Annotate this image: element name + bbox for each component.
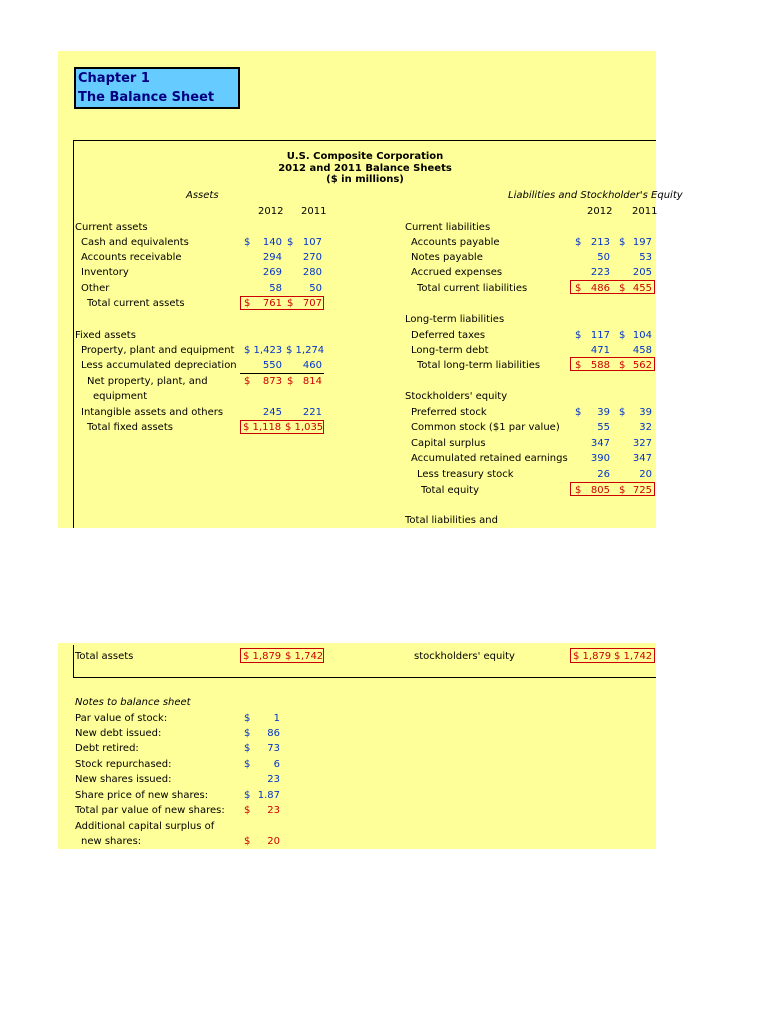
tfa-2011: $ 1,035 [285, 422, 324, 433]
ae-2011: 205 [632, 267, 652, 278]
ltd-2012: 471 [590, 345, 610, 356]
total-equity-2012: 805 [590, 485, 610, 496]
total-assets-label: Total assets [75, 651, 134, 662]
ppe-2011: $ 1,274 [286, 345, 325, 356]
inventory-2011: 280 [302, 267, 322, 278]
other-label: Other [81, 283, 110, 294]
tltl-2012: 588 [590, 360, 610, 371]
depreciation-label: Less accumulated depreciation [81, 360, 237, 371]
chapter-number: Chapter 1 [78, 71, 150, 86]
assets-year-2011: 2011 [301, 206, 327, 217]
ar-label: Accounts receivable [81, 252, 182, 263]
par-value: 1 [273, 713, 280, 724]
notes-heading: Notes to balance sheet [75, 697, 191, 708]
common-stock-2011: 32 [639, 422, 652, 433]
inventory-label: Inventory [81, 267, 129, 278]
intangible-2012: 245 [262, 407, 282, 418]
np-label: Notes payable [411, 252, 483, 263]
tcl-2012: 486 [590, 283, 610, 294]
tca-dollar-2012: $ [244, 298, 251, 309]
capital-surplus-2012: 347 [590, 438, 610, 449]
additional-surplus-label-2: new shares: [81, 836, 142, 847]
ps-dollar-2012: $ [575, 407, 582, 418]
other-2012: 58 [269, 283, 282, 294]
total-equity-label: Total equity [421, 485, 479, 496]
net-dollar-2012: $ [244, 376, 251, 387]
ap-2011: 197 [632, 237, 652, 248]
np-2012: 50 [597, 252, 610, 263]
preferred-stock-2012: 39 [597, 407, 610, 418]
treasury-stock-2012: 26 [597, 469, 610, 480]
additional-surplus-dollar: $ [244, 836, 251, 847]
intangible-label: Intangible assets and others [81, 407, 224, 418]
tcl-2011: 455 [632, 283, 652, 294]
total-equity-2011: 725 [632, 485, 652, 496]
par-value-label: Par value of stock: [75, 713, 168, 724]
retained-earnings-2011: 347 [632, 453, 652, 464]
total-par-label: Total par value of new shares: [75, 805, 225, 816]
ae-label: Accrued expenses [411, 267, 503, 278]
liab-year-2011: 2011 [632, 206, 658, 217]
share-price-label: Share price of new shares: [75, 790, 209, 801]
total-par-dollar: $ [244, 805, 251, 816]
ltd-2011: 458 [632, 345, 652, 356]
treasury-stock-label: Less treasury stock [417, 469, 514, 480]
total-liabilities-label-1: Total liabilities and [405, 515, 498, 526]
liab-year-2012: 2012 [587, 206, 613, 217]
net-ppe-label-1: Net property, plant, and [87, 376, 208, 387]
new-debt-dollar: $ [244, 728, 251, 739]
capital-surplus-label: Capital surplus [411, 438, 486, 449]
par-value-dollar: $ [244, 713, 251, 724]
new-debt: 86 [267, 728, 280, 739]
total-assets-2012: $ 1,879 [243, 651, 282, 662]
cash-2012: 140 [262, 237, 282, 248]
total-liabilities-label-2: stockholders' equity [414, 651, 515, 662]
tca-2012: 761 [262, 298, 282, 309]
additional-surplus-label-1: Additional capital surplus of [75, 821, 215, 832]
assets-year-2012: 2012 [258, 206, 284, 217]
np-2011: 53 [639, 252, 652, 263]
intangible-2011: 221 [302, 407, 322, 418]
tcl-dollar-2011: $ [619, 283, 626, 294]
ap-dollar-2012: $ [575, 237, 582, 248]
ap-label: Accounts payable [411, 237, 500, 248]
sheet-units: ($ in millions) [326, 174, 404, 185]
tfa-2012: $ 1,118 [243, 422, 282, 433]
tltl-2011: 562 [632, 360, 652, 371]
deferred-taxes-label: Deferred taxes [411, 330, 486, 341]
depreciation-2011: 460 [302, 360, 322, 371]
chapter-name: The Balance Sheet [78, 90, 215, 105]
debt-retired: 73 [267, 743, 280, 754]
cash-2011: 107 [302, 237, 322, 248]
dt-dollar-2012: $ [575, 330, 582, 341]
new-shares-label: New shares issued: [75, 774, 172, 785]
cash-dollar-2012: $ [244, 237, 251, 248]
ar-2011: 270 [302, 252, 322, 263]
ae-2012: 223 [590, 267, 610, 278]
total-liab-equity-2012: $ 1,879 [573, 651, 612, 662]
deferred-taxes-2011: 104 [632, 330, 652, 341]
te-dollar-2012: $ [575, 485, 582, 496]
company-name: U.S. Composite Corporation [286, 151, 444, 162]
ppe-2012: $ 1,423 [244, 345, 283, 356]
net-ppe-label-2: equipment [93, 391, 148, 402]
retained-earnings-label: Accumulated retained earnings [411, 453, 568, 464]
fixed-assets-heading: Fixed assets [75, 330, 136, 341]
new-debt-label: New debt issued: [75, 728, 162, 739]
deferred-taxes-2012: 117 [590, 330, 610, 341]
total-liab-equity-2011: $ 1,742 [614, 651, 653, 662]
total-current-assets-label: Total current assets [87, 298, 185, 309]
stock-repurchased: 6 [273, 759, 280, 770]
current-assets-heading: Current assets [75, 222, 148, 233]
net-ppe-2011: 814 [302, 376, 322, 387]
total-assets-2011: $ 1,742 [285, 651, 324, 662]
assets-heading: Assets [186, 190, 219, 201]
ap-dollar-2011: $ [619, 237, 626, 248]
te-dollar-2011: $ [619, 485, 626, 496]
inventory-2012: 269 [262, 267, 282, 278]
long-term-liabilities-heading: Long-term liabilities [405, 314, 505, 325]
debt-retired-dollar: $ [244, 743, 251, 754]
tltl-dollar-2011: $ [619, 360, 626, 371]
liabilities-heading: Liabilities and Stockholder's Equity [508, 190, 683, 201]
preferred-stock-2011: 39 [639, 407, 652, 418]
stock-repurchased-label: Stock repurchased: [75, 759, 172, 770]
common-stock-2012: 55 [597, 422, 610, 433]
current-liabilities-heading: Current liabilities [405, 222, 491, 233]
total-fixed-assets-label: Total fixed assets [87, 422, 173, 433]
ps-dollar-2011: $ [619, 407, 626, 418]
underline [240, 373, 324, 374]
stockholders-equity-heading: Stockholders' equity [405, 391, 508, 402]
sheet-subtitle: 2012 and 2011 Balance Sheets [278, 163, 452, 174]
net-dollar-2011: $ [287, 376, 294, 387]
new-shares: 23 [267, 774, 280, 785]
tcl-dollar-2012: $ [575, 283, 582, 294]
totals-frame [73, 645, 656, 678]
ltd-label: Long-term debt [411, 345, 489, 356]
treasury-stock-2011: 20 [639, 469, 652, 480]
ap-2012: 213 [590, 237, 610, 248]
capital-surplus-2011: 327 [632, 438, 652, 449]
tca-dollar-2011: $ [287, 298, 294, 309]
retained-earnings-2012: 390 [590, 453, 610, 464]
cash-label: Cash and equivalents [81, 237, 189, 248]
ar-2012: 294 [262, 252, 282, 263]
share-price: 1.87 [257, 790, 280, 801]
depreciation-2012: 550 [262, 360, 282, 371]
common-stock-label: Common stock ($1 par value) [411, 422, 560, 433]
ppe-label: Property, plant and equipment [81, 345, 235, 356]
debt-retired-label: Debt retired: [75, 743, 139, 754]
total-par: 23 [267, 805, 280, 816]
cash-dollar-2011: $ [287, 237, 294, 248]
total-current-liabilities-label: Total current liabilities [417, 283, 528, 294]
tltl-dollar-2012: $ [575, 360, 582, 371]
tca-2011: 707 [302, 298, 322, 309]
preferred-stock-label: Preferred stock [411, 407, 487, 418]
stock-repurchased-dollar: $ [244, 759, 251, 770]
additional-surplus: 20 [267, 836, 280, 847]
total-long-term-liabilities-label: Total long-term liabilities [417, 360, 541, 371]
dt-dollar-2011: $ [619, 330, 626, 341]
net-ppe-2012: 873 [262, 376, 282, 387]
share-price-dollar: $ [244, 790, 251, 801]
chapter-title-box [74, 67, 240, 109]
other-2011: 50 [309, 283, 322, 294]
